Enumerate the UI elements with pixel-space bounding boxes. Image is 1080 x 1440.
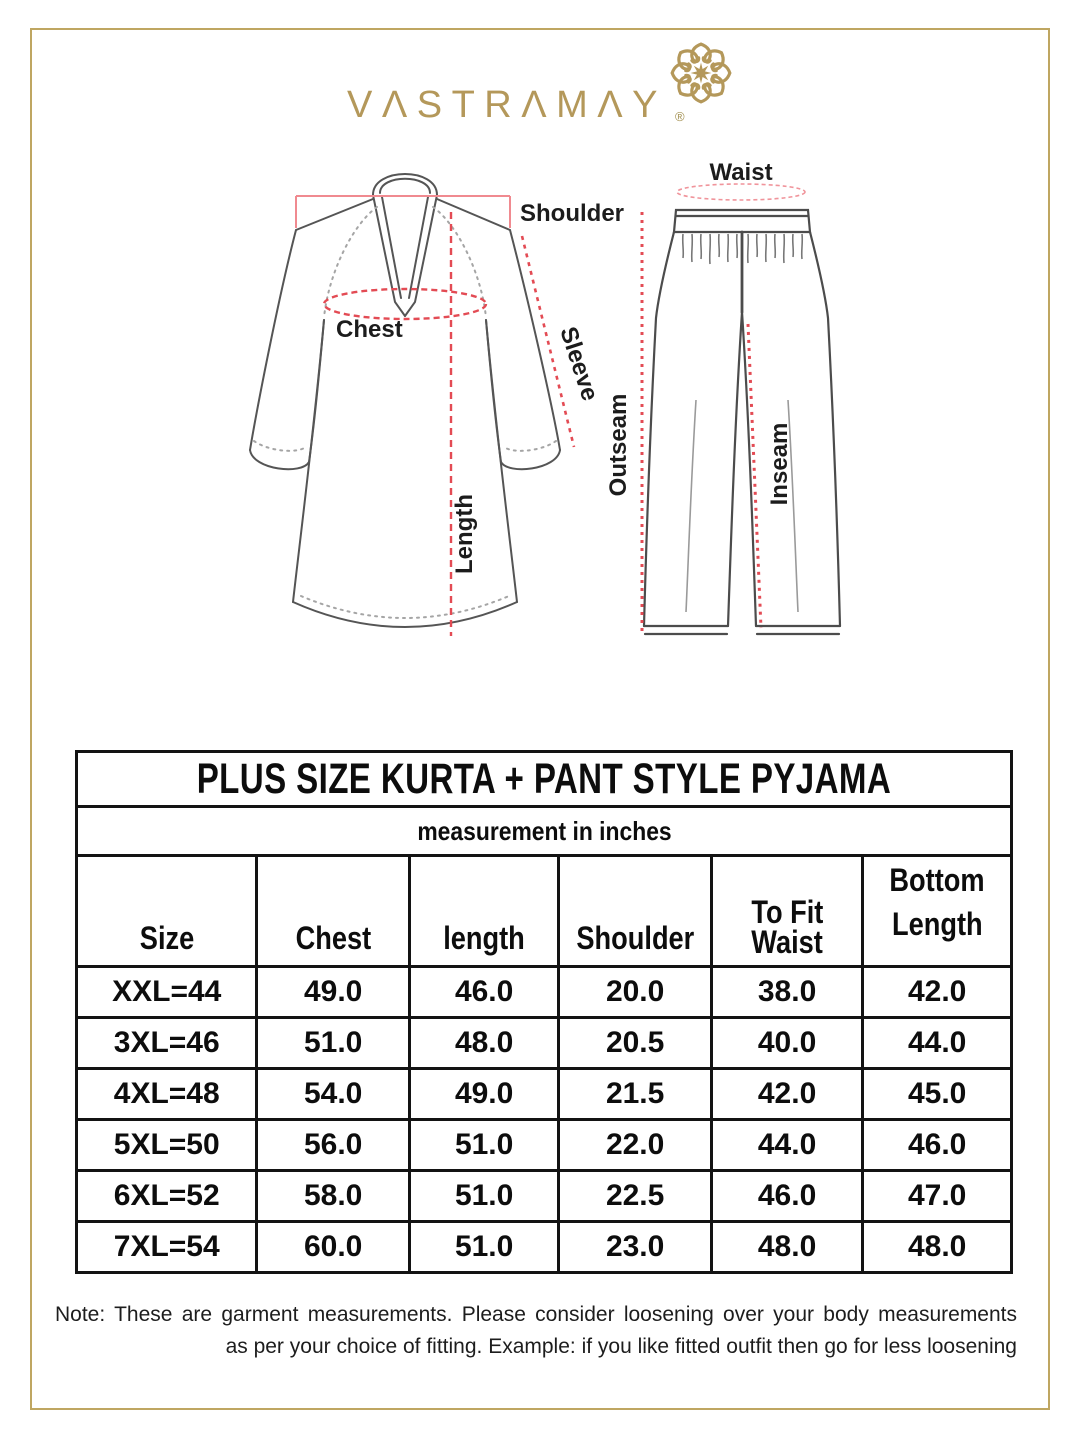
kurta-drawing (250, 174, 560, 627)
cell-bottom: 45.0 (863, 1069, 1012, 1120)
table-row (77, 1069, 1012, 1120)
cell-length: 51.0 (409, 1222, 559, 1273)
cell-bottom: 42.0 (863, 967, 1012, 1018)
table-title-row (77, 752, 1012, 807)
shoulder-label: Shoulder (520, 200, 625, 227)
cell-size: 3XL=46 (77, 1018, 257, 1069)
size-chart-title: PLUS SIZE KURTA + PANT STYLE PYJAMA (196, 754, 892, 803)
cell-shoulder: 21.5 (559, 1069, 711, 1120)
column-header-length: length (409, 856, 559, 967)
cell-chest: 49.0 (257, 967, 409, 1018)
sleeve-label: Sleeve (554, 323, 604, 405)
cell-chest: 56.0 (257, 1120, 409, 1171)
inseam-label: Inseam (766, 422, 793, 506)
waist-label: Waist (709, 159, 773, 186)
cell-shoulder: 20.0 (559, 967, 711, 1018)
cell-waist: 46.0 (711, 1171, 862, 1222)
column-header-to-fit-waist: To Fit Waist (711, 856, 862, 967)
column-header-chest: Chest (257, 856, 409, 967)
cell-waist: 42.0 (711, 1069, 862, 1120)
length-label: Length (451, 494, 478, 574)
cell-size: 5XL=50 (77, 1120, 257, 1171)
floral-mandala-icon (669, 38, 733, 108)
note-line-2: as per your choice of fitting. Example: if you like fitted outfit then go for less loosening (225, 1335, 1017, 1358)
pant-measure-lines (642, 184, 805, 632)
column-header-bottom-length: Bottom Length (863, 856, 1012, 967)
measurement-diagram (60, 150, 1020, 750)
column-header-size: Size (77, 856, 257, 967)
cell-chest: 54.0 (257, 1069, 409, 1120)
cell-length: 49.0 (409, 1069, 559, 1120)
note-line-1: Note: These are garment measurements. Please consider loosening over your body measurements (55, 1303, 1017, 1326)
cell-bottom: 46.0 (863, 1120, 1012, 1171)
size-chart-table (75, 750, 1013, 1274)
cell-size: 6XL=52 (77, 1171, 257, 1222)
cell-length: 48.0 (409, 1018, 559, 1069)
size-chart-subtitle: measurement in inches (416, 815, 672, 846)
table-row (77, 1120, 1012, 1171)
cell-shoulder: 22.0 (559, 1120, 711, 1171)
pant-drawing (644, 210, 840, 634)
cell-chest: 51.0 (257, 1018, 409, 1069)
cell-chest: 58.0 (257, 1171, 409, 1222)
cell-bottom: 44.0 (863, 1018, 1012, 1069)
cell-waist: 38.0 (711, 967, 862, 1018)
table-row (77, 967, 1012, 1018)
cell-length: 46.0 (409, 967, 559, 1018)
cell-waist: 48.0 (711, 1222, 862, 1273)
note-text (55, 1300, 1017, 1362)
brand-wordmark: VΛSTRΛMΛY (347, 84, 667, 126)
registered-mark: ® (675, 109, 685, 124)
cell-shoulder: 22.5 (559, 1171, 711, 1222)
cell-bottom: 48.0 (863, 1222, 1012, 1273)
table-row (77, 1018, 1012, 1069)
table-row (77, 1222, 1012, 1273)
table-subtitle-row (77, 807, 1012, 856)
cell-bottom: 47.0 (863, 1171, 1012, 1222)
cell-shoulder: 20.5 (559, 1018, 711, 1069)
cell-size: 7XL=54 (77, 1222, 257, 1273)
cell-size: 4XL=48 (77, 1069, 257, 1120)
cell-length: 51.0 (409, 1120, 559, 1171)
column-header-shoulder: Shoulder (559, 856, 711, 967)
chest-label: Chest (336, 316, 403, 343)
cell-waist: 40.0 (711, 1018, 862, 1069)
kurta-measure-lines (296, 196, 574, 636)
cell-size: XXL=44 (77, 967, 257, 1018)
cell-shoulder: 23.0 (559, 1222, 711, 1273)
outseam-label: Outseam (605, 393, 632, 497)
cell-waist: 44.0 (711, 1120, 862, 1171)
brand-logo (0, 38, 1080, 124)
table-row (77, 1171, 1012, 1222)
cell-chest: 60.0 (257, 1222, 409, 1273)
table-header-row (77, 856, 1012, 967)
cell-length: 51.0 (409, 1171, 559, 1222)
